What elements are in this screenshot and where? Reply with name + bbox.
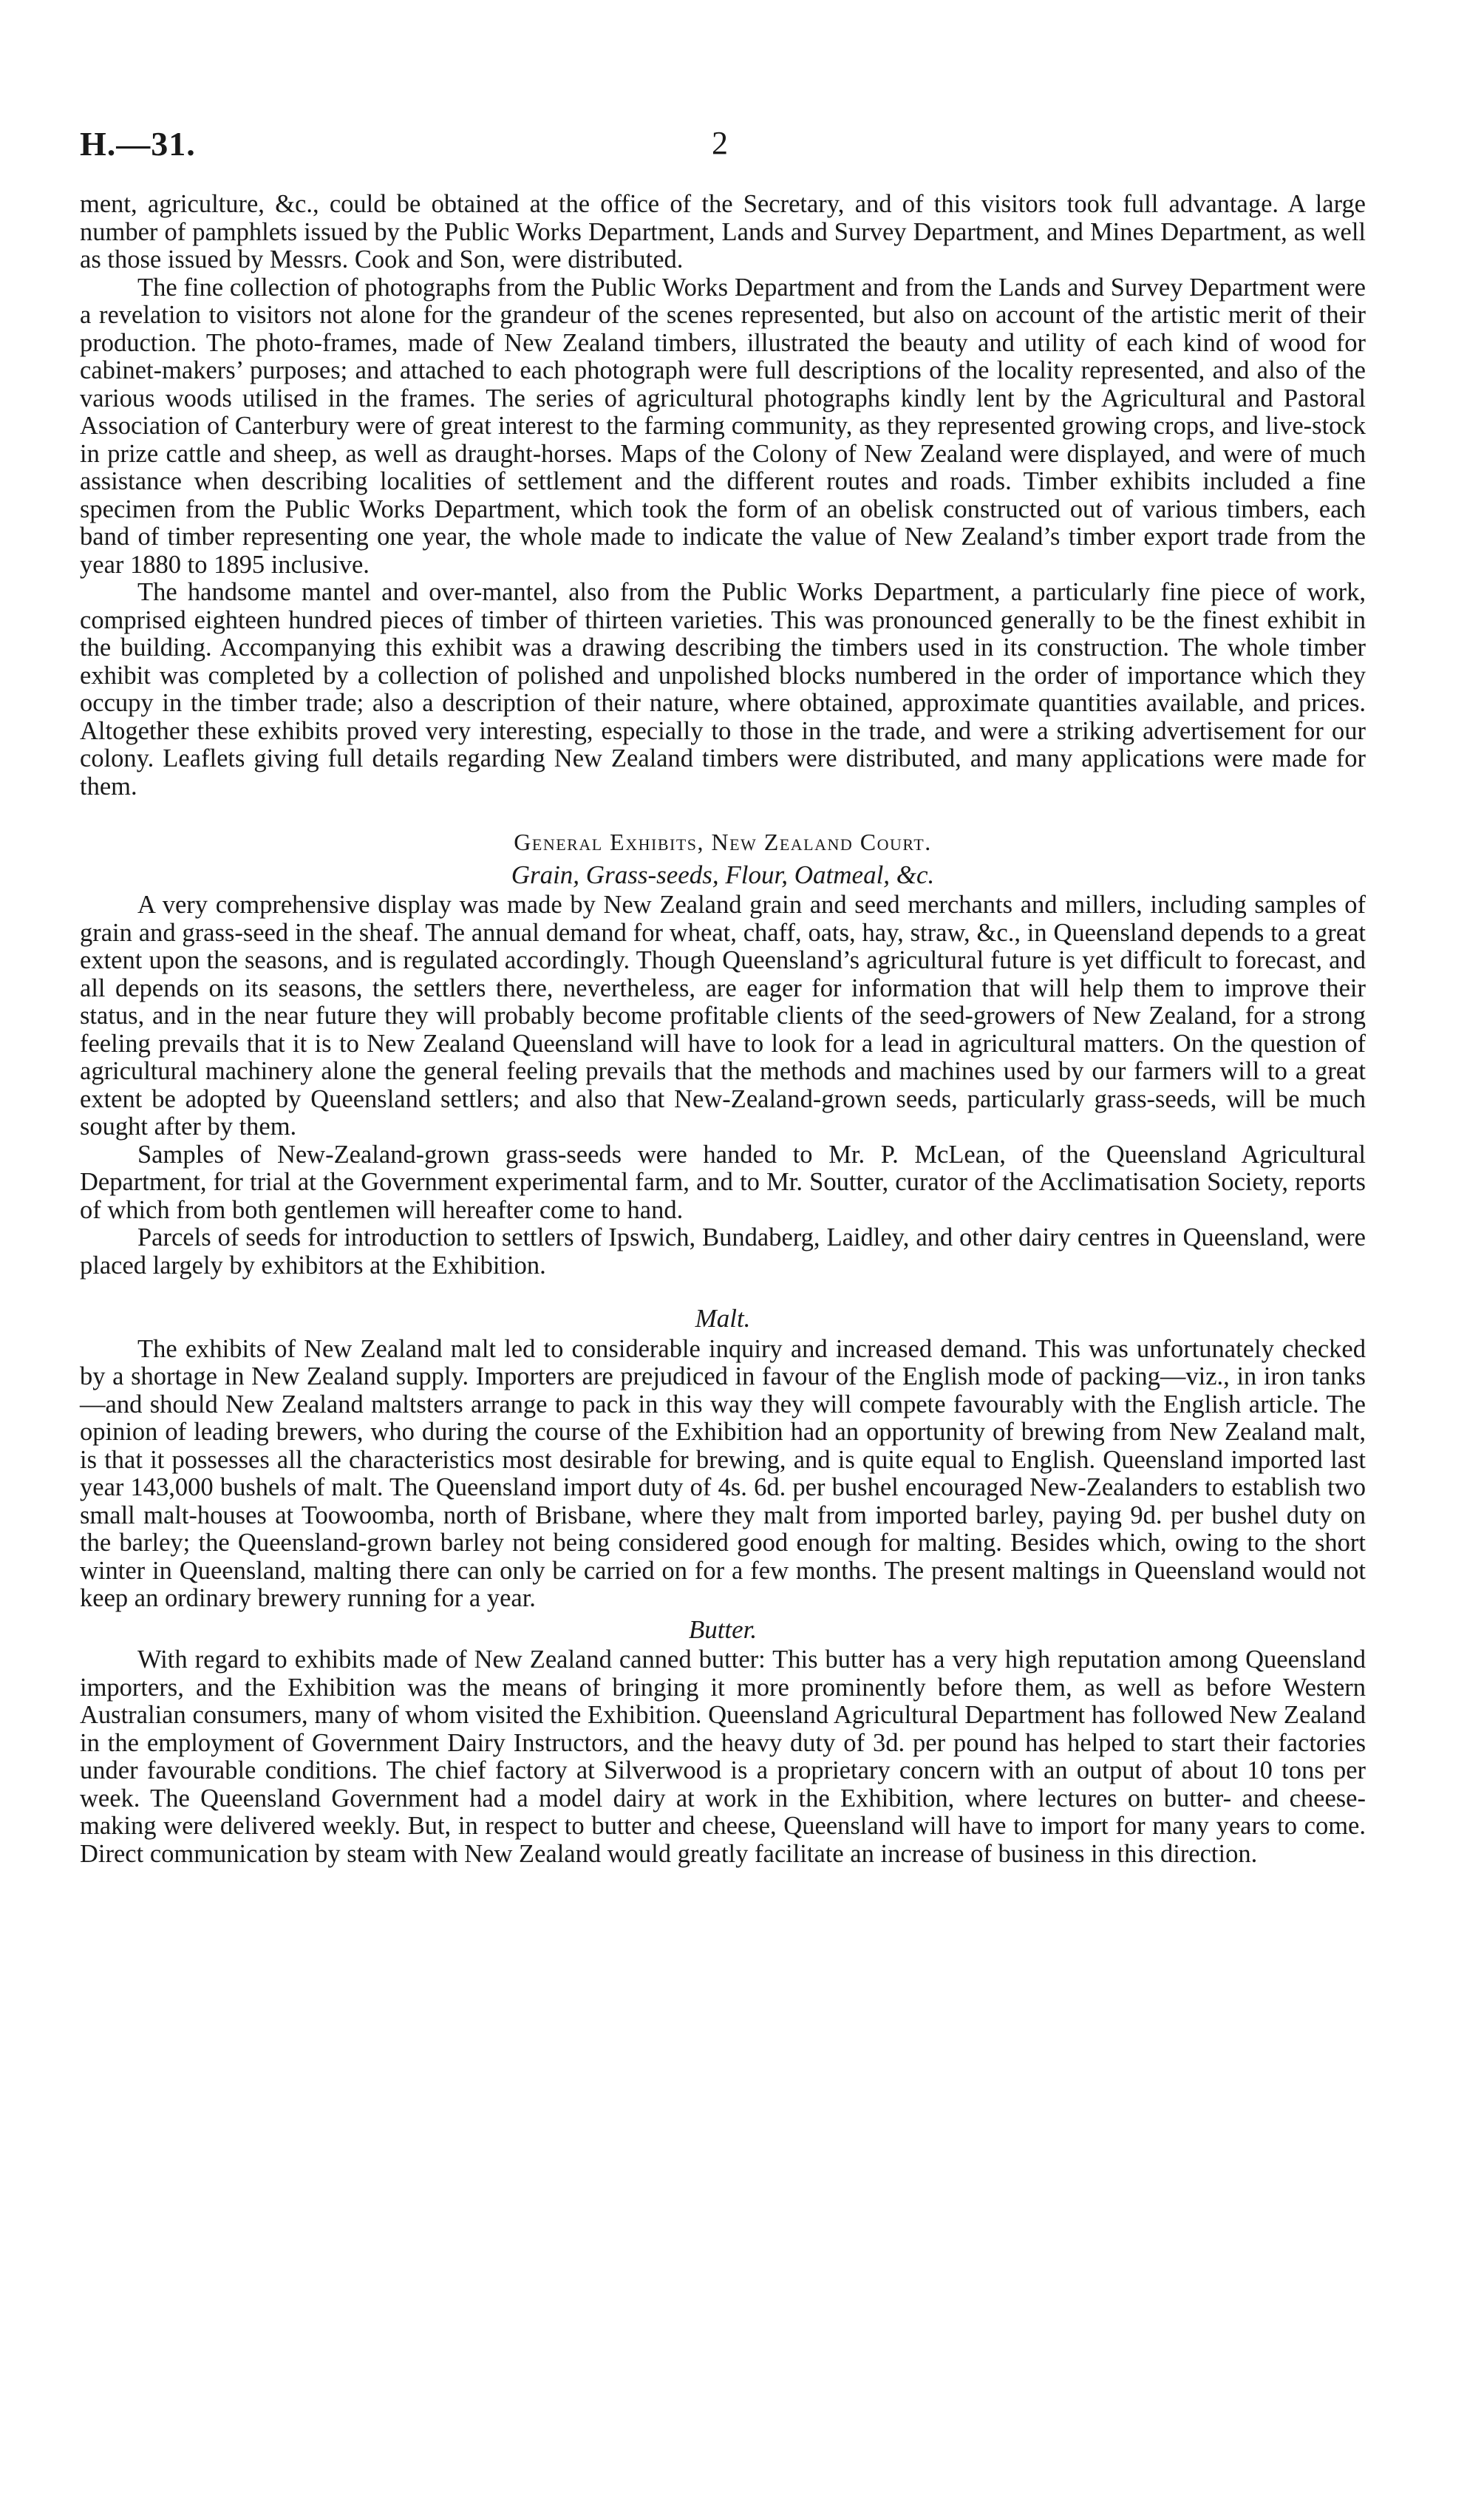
paragraph-photographs: The fine collection of photographs from the Public Works Department and from the Lands and Survey Department were a revelation to visitors not alone for the grandeur of the scenes represented, but also on account of the artistic merit of their production. The photo-frames, made of New Zealand timbers, illustrated the beauty and utility of each kind of wood for cabinet-makers’ purposes; and attached to each photograph were full descriptions of the locality represented, and also of the various woods utilised in the frames. The series of agricultural photographs kindly lent by the Agricultural and Pastoral Association of Canterbury were of great interest to the farming community, as they represented growing crops, and live-stock in prize cattle and sheep, as well as draught-horses. Maps of the Colony of New Zealand were displayed, and were of much assistance when describing localities of settlement and the different routes and roads. Timber exhibits included a fine specimen from the Public Works Department, which took the form of an obelisk constructed out of various timbers, each band of timber representing one year, the whole made to indicate the value of New Zealand’s timber export trade from the year 1880 to 1895 inclusive. [80, 273, 1366, 579]
document-code: H.—31. [80, 125, 196, 163]
paragraph-continuation: ment, agriculture, &c., could be obtained at the office of the Secretary, and of this visitors took full advantage. A large number of pamphlets issued by the Public Works Department, Lands and Survey Department, and Mines Department, as well as those issued by Messrs. Cook and Son, were distributed. [80, 190, 1366, 274]
paragraph-butter: With regard to exhibits made of New Zealand canned butter: This butter has a very high reputation among Queensland importers, and the Exhibition was the means of bringing it more prominently before them, as well as before Western Australian consumers, many of whom visited the Exhibition. Queensland Agricultural Department has followed New Zealand in the employment of Government Dairy Instructors, and the heavy duty of 3d. per pound has helped to start their factories under favourable conditions. The chief factory at Silverwood is a proprietary concern with an output of about 10 tons per week. The Queensland Government had a model dairy at work in the Exhibition, where lectures on butter- and cheese-making were delivered weekly. But, in respect to butter and cheese, Queensland will have to import for many years to come. Direct communication by steam with New Zealand would greatly facilitate an increase of business in this direction. [80, 1645, 1366, 1868]
page-number: 2 [712, 125, 728, 161]
body-text [80, 191, 1366, 1868]
paragraph-grass-seed-samples: Samples of New-Zealand-grown grass-seeds were handed to Mr. P. McLean, of the Queensland Agricultural Department, for trial at the Government experimental farm, and to Mr. Soutter, curator of the Acclimatisation Society, reports of which from both gentlemen will hereafter come to hand. [80, 1140, 1366, 1224]
sub-heading-malt: Malt. [695, 1304, 751, 1333]
page-header [80, 124, 1410, 169]
section-heading-general-exhibits: General Exhibits, New Zealand Court. [514, 829, 932, 855]
paragraph-mantel: The handsome mantel and over-mantel, also from the Public Works Department, a particularly fine piece of work, comprised eighteen hundred pieces of timber of thirteen varieties. This was pronounced generally to be the finest exhibit in the building. Accompanying this exhibit was a drawing describing the timbers used in its construction. The whole timber exhibit was completed by a collection of polished and unpolished blocks numbered in the order of importance which they occupy in the timber trade; also a description of their nature, where obtained, approximate quantities available, and prices. Altogether these exhibits proved very interesting, especially to those in the trade, and were a striking advertisement for our colony. Leaflets giving full details regarding New Zealand timbers were distributed, and many applications were made for them. [80, 578, 1366, 801]
sub-heading-butter: Butter. [688, 1614, 758, 1644]
sub-heading-grain: Grain, Grass-seeds, Flour, Oatmeal, &c. [511, 860, 935, 889]
paragraph-seed-parcels: Parcels of seeds for introduction to settlers of Ipswich, Bundaberg, Laidley, and other dairy centres in Queensland, were placed largely by exhibitors at the Exhibition. [80, 1223, 1366, 1280]
paragraph-malt: The exhibits of New Zealand malt led to considerable inquiry and increased demand. This was unfortunately checked by a shortage in New Zealand supply. Importers are prejudiced in favour of the English mode of packing—viz., in iron tanks—and should New Zealand maltsters arrange to pack in this way they will compete favourably with the English article. The opinion of leading brewers, who during the course of the Exhibition had an opportunity of brewing from New Zealand malt, is that it possesses all the characteristics most desirable for brewing, and is quite equal to English. Queensland imported last year 143,000 bushels of malt. The Queensland import duty of 4s. 6d. per bushel encouraged New-Zealanders to establish two small malt-houses at Toowoomba, north of Brisbane, where they malt from imported barley, paying 9d. per bushel duty on the barley; the Queensland-grown barley not being considered good enough for malting. Besides which, owing to the short winter in Queensland, malting there can only be carried on for a few months. The present maltings in Queensland would not keep an ordinary brewery running for a year. [80, 1334, 1366, 1612]
paragraph-grain-display: A very comprehensive display was made by New Zealand grain and seed merchants and millers, including samples of grain and grass-seed in the sheaf. The annual demand for wheat, chaff, oats, hay, straw, &c., in Queensland depends to a great extent upon the seasons, and is regulated accordingly. Though Queensland’s agricultural future is yet difficult to forecast, and all depends on its seasons, the settlers there, nevertheless, are eager for information that will help them to improve their status, and in the near future they will probably become profitable clients of the seed-growers of New Zealand, for a strong feeling prevails that it is to New Zealand Queensland will have to look for a lead in agricultural matters. On the question of agricultural machinery alone the general feeling prevails that the methods and machines used by our farmers will to a great extent be adopted by Queensland settlers; and also that New-Zealand-grown seeds, particularly grass-seeds, will be much sought after by them. [80, 891, 1366, 1141]
